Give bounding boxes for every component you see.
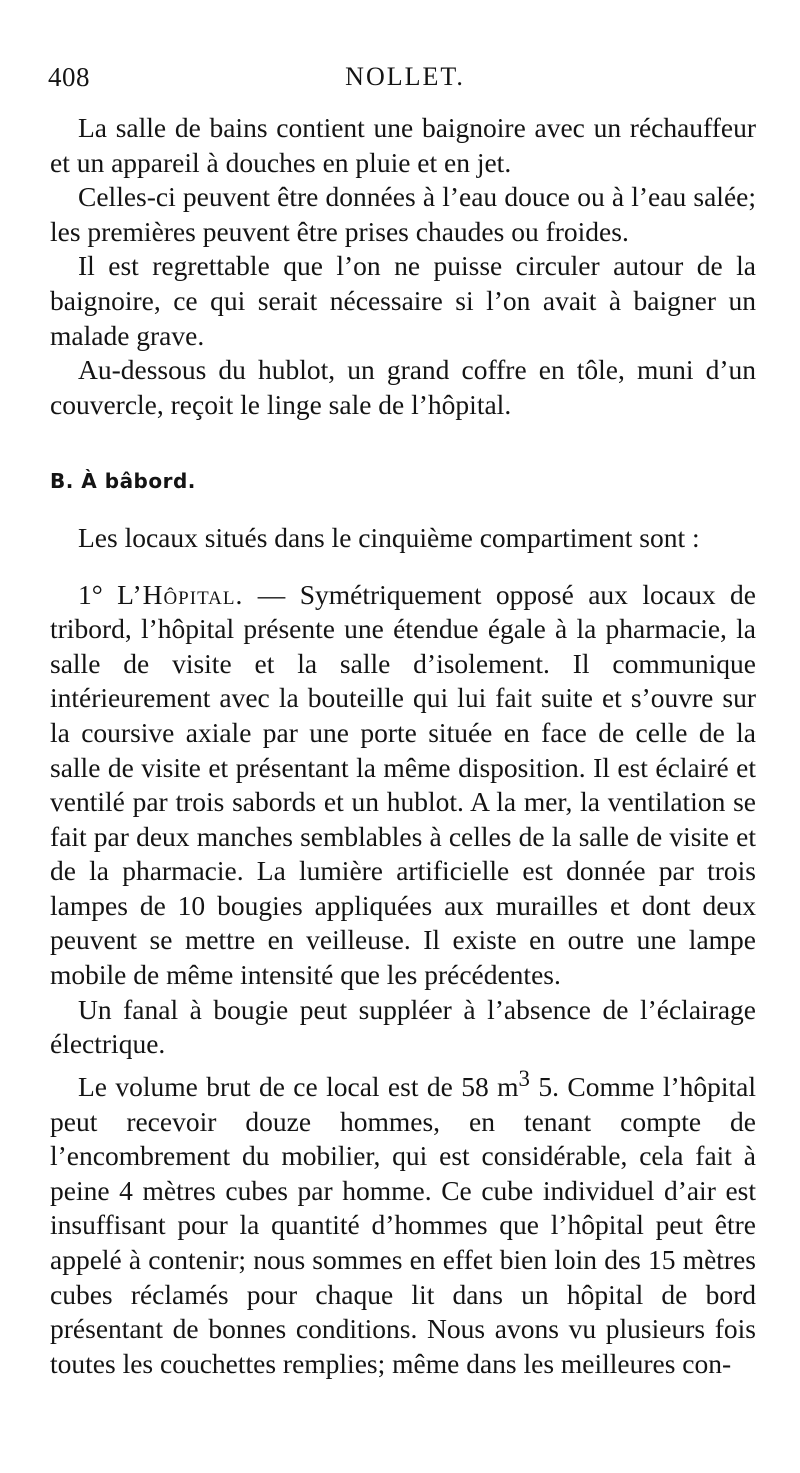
item-text: — Symétriquement opposé aux locaux de tribord, l’hôpital présente une étendue égale à la pharmacie, la salle de visite et la salle d’isolement. Il communique intérieurement avec la bouteille qui lui fait suite et s’ouvre sur la coursive axiale par une porte située en face de celle de la salle de visite et présentant la même disposition. Il est éclairé et ventilé par trois sabords et un hublot. A la mer, la ventilation se fait par deux manches semblables à celles de la salle de visite et de la pharmacie. La lumière artificielle est donnée par trois lampes de 10 bougies appliquées aux murailles et dont deux peuvent se mettre en veilleuse. Il existe en outre une lampe mobile de même intensité que les précédentes. — [50, 578, 756, 991]
paragraph-showers: Celles-ci peuvent être données à l’eau douce ou à l’eau salée; les premières peuvent être prises chaudes ou froides. — [50, 181, 756, 247]
page-number: 408 — [48, 62, 90, 92]
page-header — [48, 62, 752, 102]
item-label: L’Hôpital. — [117, 578, 244, 610]
paragraph-volume — [50, 1062, 756, 1382]
paragraph-fanal: Un fanal à bougie peut suppléer à l’absence de l’éclairage électrique. — [50, 993, 756, 1060]
item-number: 1° — [78, 578, 103, 610]
paragraph-intro: Les locaux situés dans le cinquième compartiment sont : — [78, 521, 700, 553]
section-title: B. À bâbord. — [50, 469, 196, 494]
paragraph-bathtub: Il est regrettable que l’on ne puisse circuler autour de la baignoire, ce qui serait nécessaire si l’on avait à baigner un malade grave. — [50, 250, 756, 351]
paragraph-hopital — [50, 578, 756, 993]
volume-text-rest: 5. Comme l’hôpital peut recevoir douze hommes, en tenant compte de l’encombrement du mobilier, qui est considérable, cela fait à peine 4 mètres cubes par homme. Ce cube individuel d’air est insuffisant pour la quantité d’hommes que l’hôpital peut être appelé à contenir; nous sommes en effet bien loin des 15 mètres cubes réclamés pour chaque lit dans un hôpital de bord présentant de bonnes conditions. Nous avons vu plusieurs fois toutes les couchettes remplies; même dans les meilleures con- — [50, 1071, 756, 1379]
body-text — [50, 111, 756, 1381]
paragraph-bath: La salle de bains contient une baignoire avec un réchauffeur et un appareil à douches en pluie et en jet. — [50, 112, 756, 178]
volume-superscript: 3 — [518, 1065, 530, 1091]
paragraph-coffer: Au-dessous du hublot, un grand coffre en tôle, muni d’un couvercle, reçoit le linge sale de l’hôpital. — [50, 354, 756, 420]
running-head: NOLLET. — [345, 62, 465, 91]
volume-text-start: Le volume brut de ce local est de 58 m — [78, 1071, 519, 1102]
